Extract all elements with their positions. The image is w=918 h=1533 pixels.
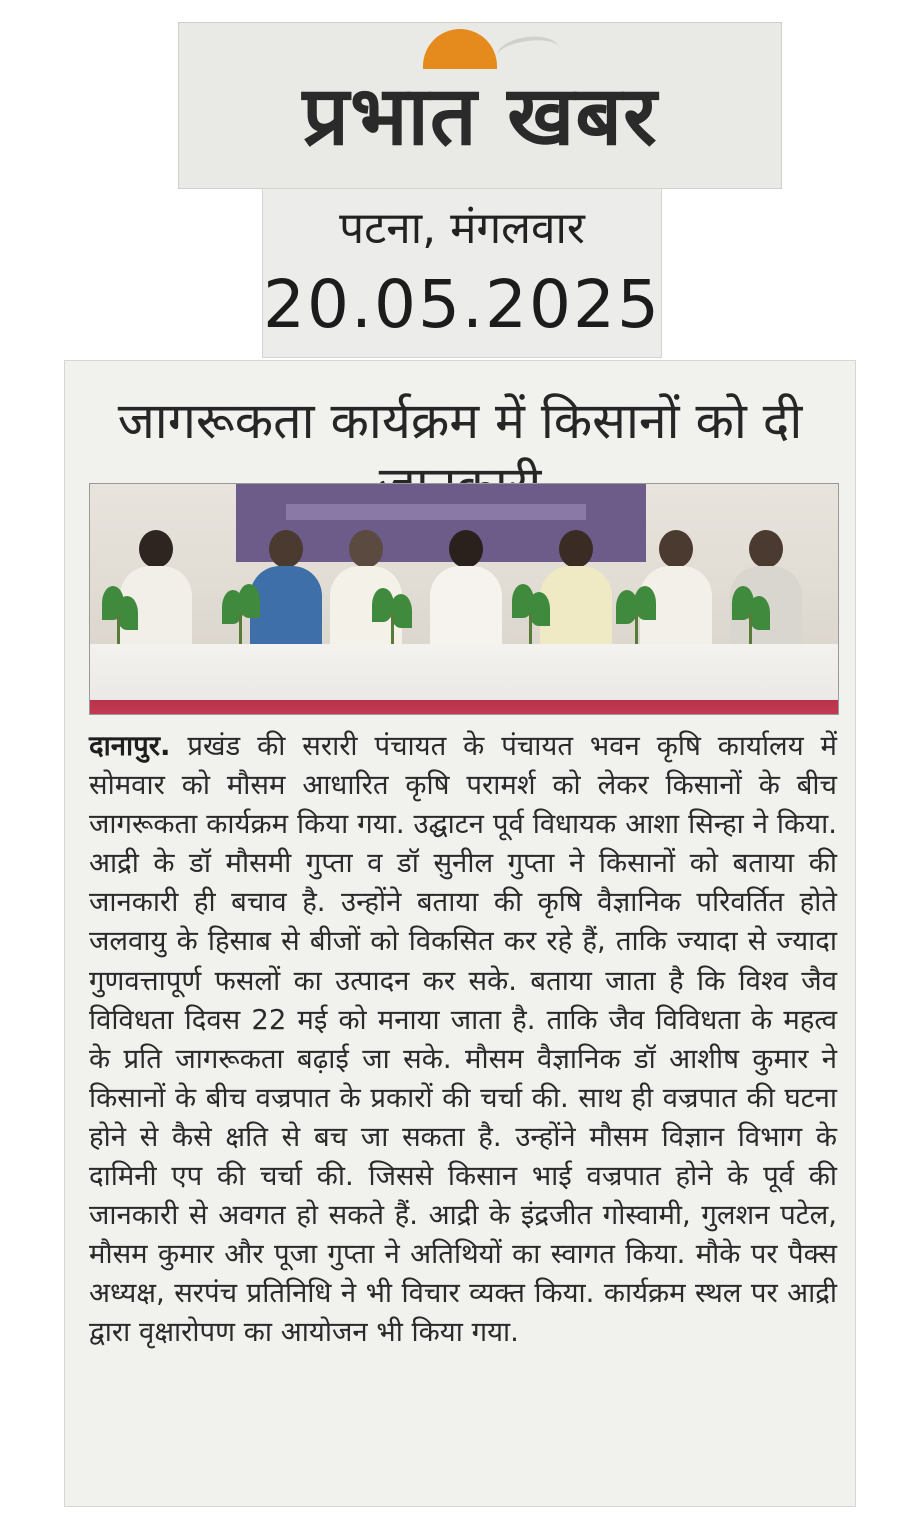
sun-logo-icon [423,29,497,69]
article-paragraph [89,727,837,1353]
person-figure [430,530,502,662]
person-figure [540,530,612,662]
article-clipping [64,360,856,1507]
dateline-box [262,188,662,358]
banner-text-strip [286,504,586,520]
newspaper-masthead [178,22,782,189]
publication-date: 20.05.2025 [263,266,661,343]
bird-logo-icon [495,33,561,71]
article-body-text: प्रखंड की सरारी पंचायत के पंचायत भवन कृषि कार्यालय में सोमवार को मौसम आधारित कृषि परामर्श को लेकर किसानों के बीच जागरूकता कार्यक्रम किया गया. उद्घाटन पूर्व विधायक आशा सिन्हा ने किया. आद्री के डॉ मौसमी गुप्ता व डॉ सुनील गुप्ता ने किसानों को बताया की जानकारी ही बचाव है. उन्होंने बताया की कृषि वैज्ञानिक परिवर्तित होते जलवायु के हिसाब से बीजों को विकसित कर रहे हैं, ताकि ज्यादा से ज्यादा गुणवत्तापूर्ण फसलों का उत्पादन कर सके. बताया जाता है कि विश्व जैव विविधता दिवस 22 मई को मनाया जाता है. ताकि जैव विविधता के महत्व के प्रति जागरूकता बढ़ाई जा सके. मौसम वैज्ञानिक डॉ आशीष कुमार ने किसानों के बीच वज्रपात के प्रकारों की चर्चा की. साथ ही वज्रपात की घटना होने से कैसे क्षति से बच जा सकता है. उन्होंने मौसम विज्ञान विभाग के दामिनी एप की चर्चा की. जिससे किसान भाई वज्रपात होने के पूर्व की जानकारी से अवगत हो सकते हैं. आद्री के इंद्रजीत गोस्वामी, गुलशन पटेल, मौसम कुमार और पूजा गुप्ता ने अतिथियों का स्वागत किया. मौके पर पैक्स अध्यक्ष, सरपंच प्रतिनिधि ने भी विचार व्यक्त किया. कार्यक्रम स्थल पर आद्री द्वारा वृक्षारोपण का आयोजन भी किया गया. [89,730,837,1349]
city-and-day: पटना, मंगलवार [339,203,585,254]
stage-table [90,644,838,714]
article-headline: जागरूकता कार्यक्रम में किसानों को दी [117,392,803,450]
person-figure [250,530,322,662]
article-photo [89,483,839,715]
article-dateline: दानापुर. [89,730,171,762]
newspaper-title: प्रभात खबर [302,69,658,164]
article-body [89,727,837,1353]
